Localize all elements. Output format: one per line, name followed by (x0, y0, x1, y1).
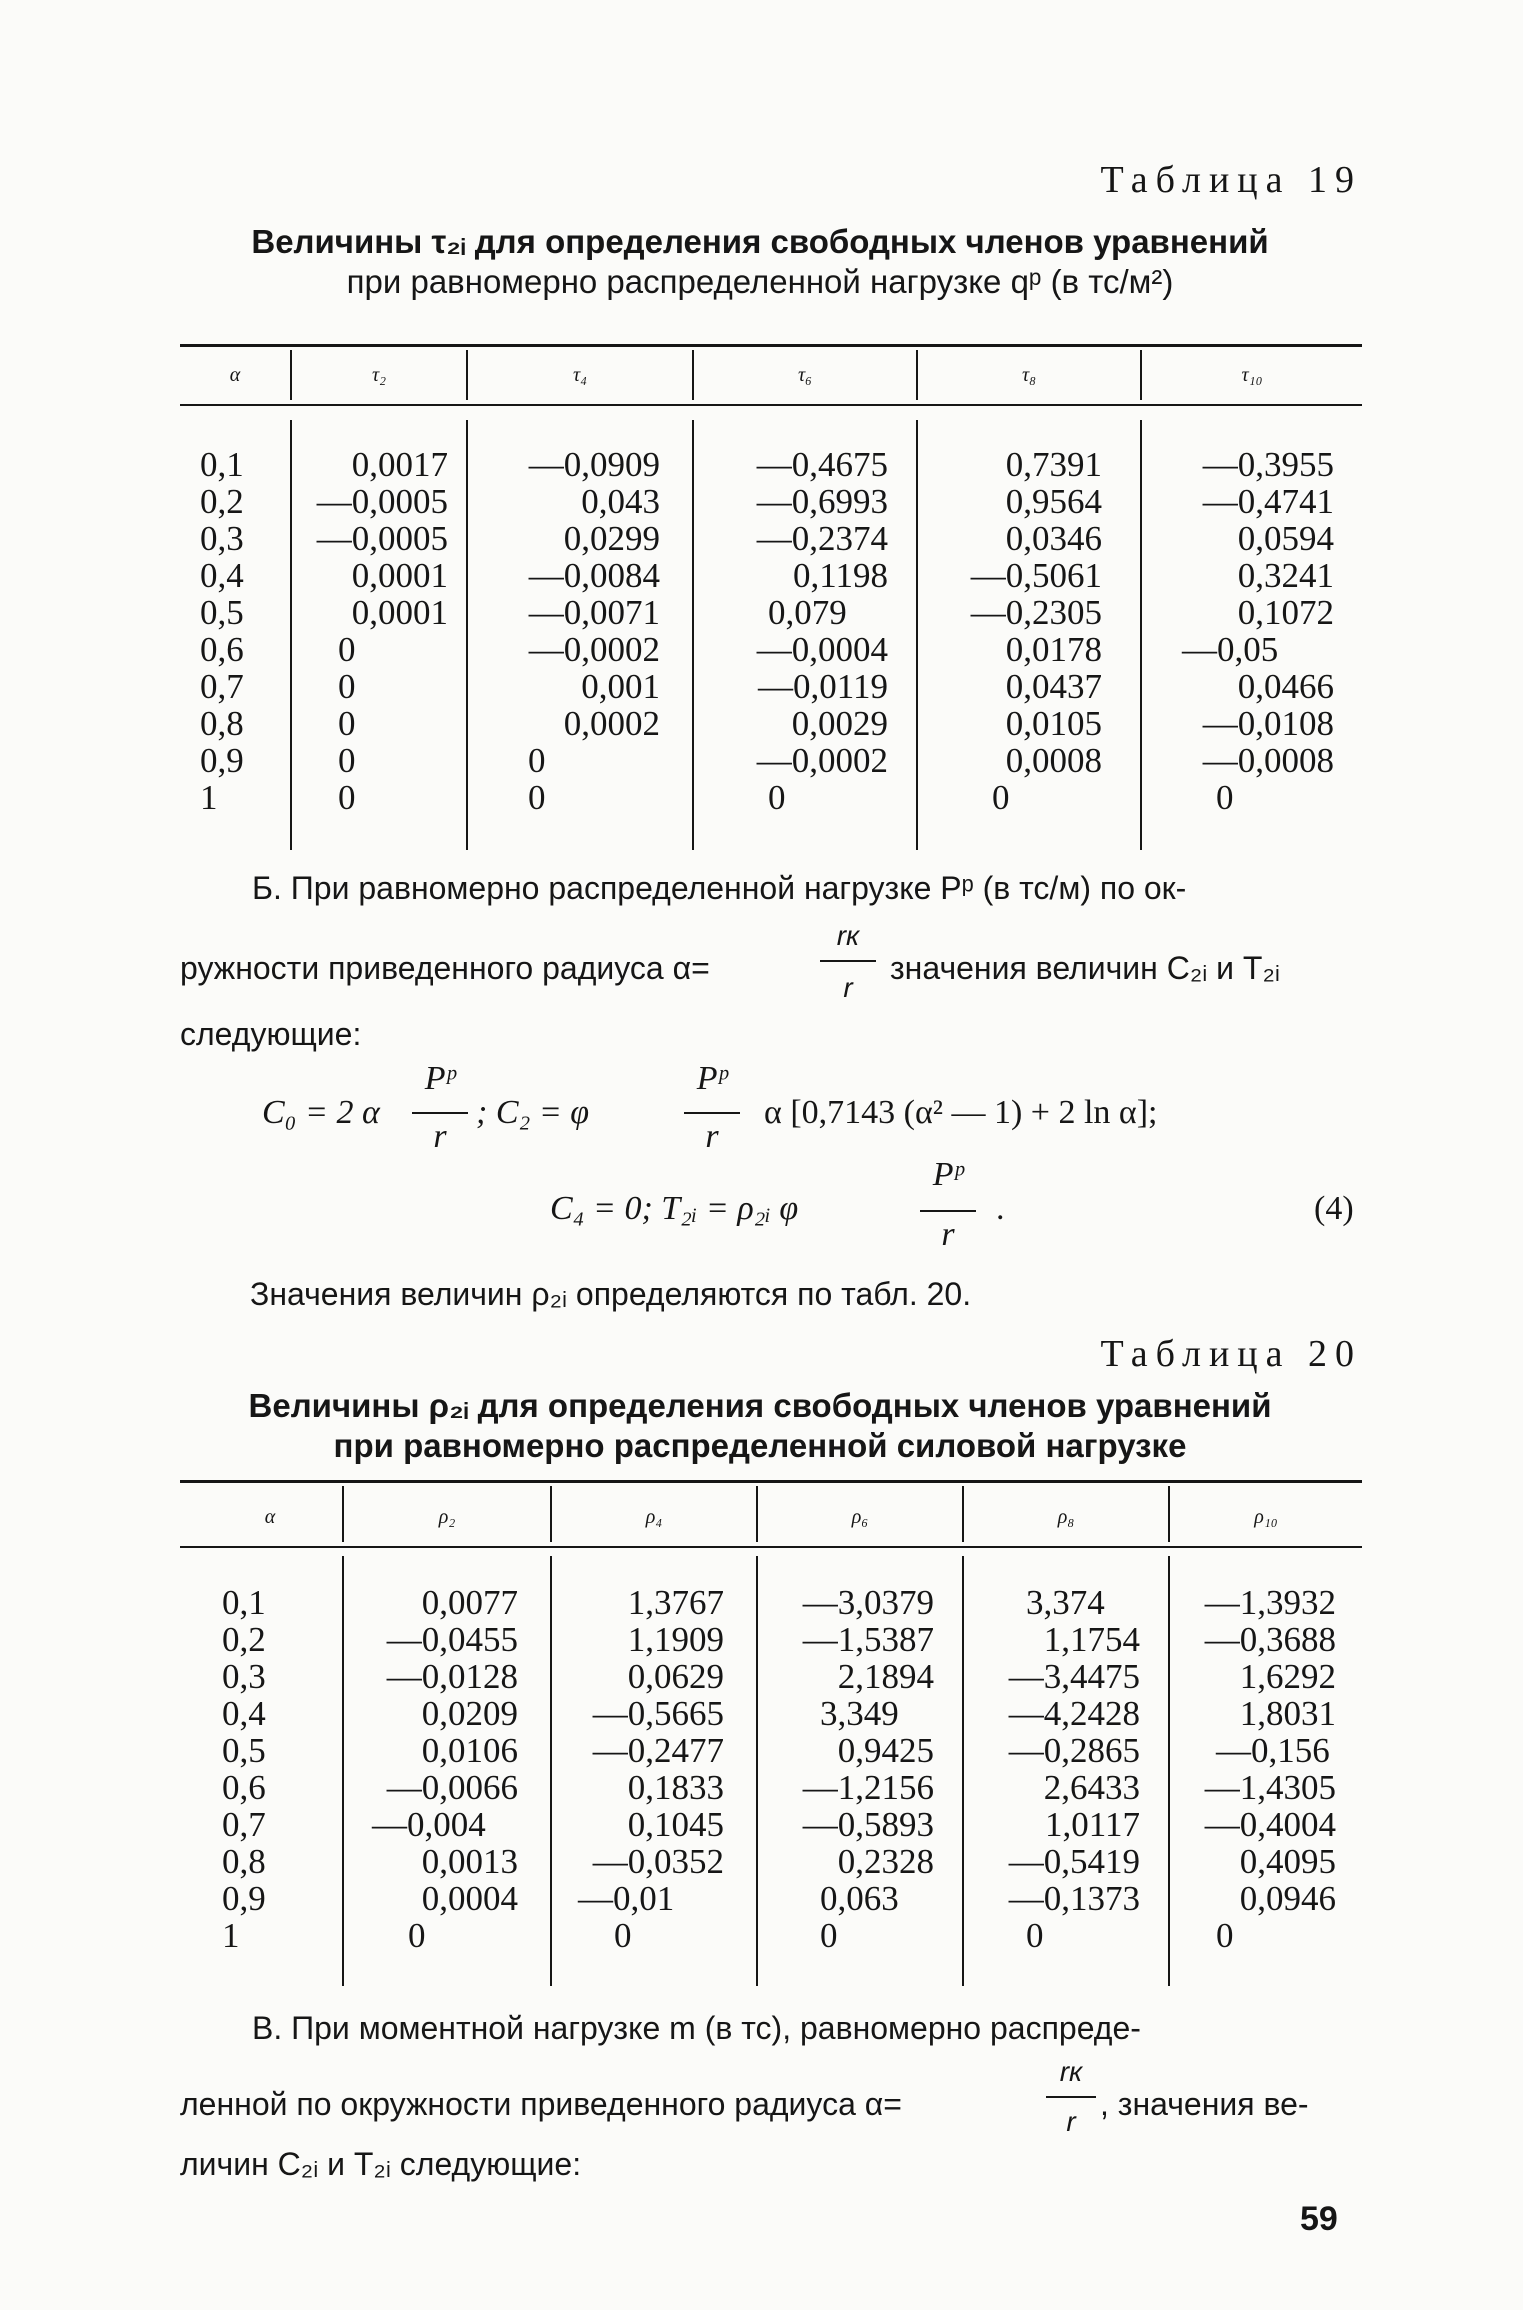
table-cell: 0,0017 (351, 445, 448, 484)
table-cell: —0,0909 (528, 445, 660, 484)
table-cell: 0 (528, 741, 546, 780)
table-20-col-rho10 (1180, 1584, 1336, 1954)
formula-t2i-den: r (941, 1216, 955, 1253)
table-20-col-rho2 (360, 1584, 518, 1954)
table-19-header-alpha: α (229, 364, 241, 386)
table-cell: 0,8 (200, 704, 244, 743)
table-20-caption-line1: Величины ρ₂ᵢ для определения свободных членов уравнений (248, 1387, 1272, 1424)
table-20-col-rho6 (772, 1584, 934, 1954)
table-cell: 0,063 (820, 1879, 899, 1918)
table-19-divider (290, 420, 292, 850)
table-20-col-rho4 (564, 1584, 724, 1954)
table-cell: —0,0005 (316, 519, 448, 558)
table-20-header-rho10: ρ₁₀ (1254, 1506, 1278, 1528)
table-cell: —0,156 (1216, 1731, 1330, 1770)
table-cell: 0,5 (200, 593, 244, 632)
formula-c4-t2i: C₄ = 0; T₂ᵢ = ρ₂ᵢ φ (550, 1190, 799, 1227)
table-cell: 3,374 (1026, 1583, 1105, 1622)
formula-c0-num: Pᵖ (424, 1060, 456, 1097)
table-19-header-tau8: τ₈ (1021, 364, 1037, 386)
table-cell: —0,0352 (592, 1842, 724, 1881)
formula-c2-den: r (705, 1118, 719, 1155)
table-cell: 0,1833 (627, 1768, 724, 1807)
table-cell: —0,0128 (386, 1657, 518, 1696)
table-cell: 0,0001 (351, 593, 448, 632)
table-cell: —0,2477 (592, 1731, 724, 1770)
table-cell: —0,5665 (592, 1694, 724, 1733)
table-cell: 0,079 (768, 593, 847, 632)
table-20-divider (550, 1556, 552, 1986)
table-19-caption-line1: Величины τ₂ᵢ для определения свободных членов уравнений (251, 223, 1269, 260)
table-cell: 0,0209 (421, 1694, 518, 1733)
table-cell: 0 (820, 1916, 838, 1955)
formula-c0: C₀ = 2 α (262, 1094, 380, 1131)
table-cell: —0,5419 (1008, 1842, 1140, 1881)
section-v-line2-right: , значения ве- (1100, 2086, 1309, 2122)
table-cell: —1,3932 (1204, 1583, 1336, 1622)
table-19-col-tau8 (930, 446, 1102, 816)
table-cell: 0,0008 (1005, 741, 1102, 780)
table-cell: 0,2 (200, 482, 244, 521)
table-cell: 0,7391 (1005, 445, 1102, 484)
table-cell: 0,1198 (793, 556, 888, 595)
table-cell: 0,0106 (421, 1731, 518, 1770)
table-cell: 0,3241 (1237, 556, 1334, 595)
table-20-col-rho8 (980, 1584, 1140, 1954)
formula-c2-tail: α [0,7143 (α² — 1) + 2 ln α]; (764, 1094, 1158, 1131)
table-cell: —0,2865 (1008, 1731, 1140, 1770)
table-cell: —0,2374 (756, 519, 888, 558)
table-19-top-rule (180, 344, 1362, 347)
table-cell: 1,1909 (627, 1620, 724, 1659)
table-cell: 3,349 (820, 1694, 899, 1733)
table-20-divider (342, 1556, 344, 1986)
table-cell: 1 (222, 1916, 240, 1955)
table-cell: 0,0594 (1237, 519, 1334, 558)
table-cell: —0,0002 (528, 630, 660, 669)
table-cell: 0,7 (222, 1805, 266, 1844)
table-cell: 0,4 (222, 1694, 266, 1733)
table-cell: —0,0066 (386, 1768, 518, 1807)
table-cell: 2,1894 (837, 1657, 934, 1696)
table-cell: —0,0005 (316, 482, 448, 521)
section-b-line2-left: ружности приведенного радиуса α= (180, 950, 710, 986)
table-20-divider (1168, 1556, 1170, 1986)
table-cell: 0 (338, 778, 356, 817)
table-cell: 0,6 (222, 1768, 266, 1807)
table-19-col-alpha (200, 446, 244, 816)
section-b-note: Значения величин ρ₂ᵢ определяются по табл. 20. (250, 1276, 972, 1312)
formula-number: (4) (1314, 1190, 1354, 1227)
table-cell: —0,3955 (1202, 445, 1334, 484)
table-cell: 1,8031 (1239, 1694, 1336, 1733)
table-cell: —0,2305 (970, 593, 1102, 632)
table-cell: 0,0466 (1237, 667, 1334, 706)
table-cell: 0,0299 (563, 519, 660, 558)
table-cell: 0,3 (200, 519, 244, 558)
table-cell: —0,0108 (1202, 704, 1334, 743)
table-cell: 0,1045 (627, 1805, 724, 1844)
table-cell: 0,5 (222, 1731, 266, 1770)
table-cell: —4,2428 (1008, 1694, 1140, 1733)
table-cell: 1,0117 (1045, 1805, 1140, 1844)
table-cell: 0,4095 (1239, 1842, 1336, 1881)
table-19-divider (1140, 420, 1142, 850)
table-cell: 0 (992, 778, 1010, 817)
table-20-caption-line2: при равномерно распределенной силовой нагрузке (333, 1427, 1187, 1464)
section-b-line2-right: значения величин C₂ᵢ и T₂ᵢ (890, 950, 1280, 986)
table-cell: 0,0001 (351, 556, 448, 595)
table-20-divider (756, 1556, 758, 1986)
table-20-header-rho8: ρ₈ (1057, 1506, 1075, 1528)
table-19-head-rule (180, 404, 1362, 406)
table-cell: 0,9564 (1005, 482, 1102, 521)
table-cell: —0,004 (372, 1805, 486, 1844)
formula-t2i-dot: . (996, 1190, 1005, 1227)
table-cell: —0,5893 (802, 1805, 934, 1844)
table-19-label: Таблица 19 (1100, 159, 1362, 201)
table-cell: —1,4305 (1204, 1768, 1336, 1807)
section-b-frac-den: r (843, 972, 853, 1003)
table-19-col-tau6 (704, 446, 888, 816)
table-cell: —0,01 (578, 1879, 675, 1918)
table-cell: 1,1754 (1043, 1620, 1140, 1659)
table-cell: —1,5387 (802, 1620, 934, 1659)
table-cell: 0,0077 (421, 1583, 518, 1622)
table-cell: 0 (768, 778, 786, 817)
table-19-divider (466, 420, 468, 850)
table-cell: 0,0178 (1005, 630, 1102, 669)
table-cell: —0,0084 (528, 556, 660, 595)
table-cell: 0,7 (200, 667, 244, 706)
table-19-header-tau4: τ₄ (572, 364, 588, 386)
table-cell: 0,4 (200, 556, 244, 595)
table-20-label: Таблица 20 (1100, 1333, 1362, 1375)
table-cell: 0 (338, 667, 356, 706)
table-cell: 0,9425 (837, 1731, 934, 1770)
table-cell: 0 (338, 741, 356, 780)
table-19-col-tau4 (480, 446, 660, 816)
table-cell: 0,3 (222, 1657, 266, 1696)
page-number: 59 (1300, 2200, 1338, 2238)
table-cell: 0,043 (581, 482, 660, 521)
table-cell: 0 (614, 1916, 632, 1955)
table-19-header-tau2: τ₂ (371, 364, 387, 386)
table-19-col-tau10 (1156, 446, 1334, 816)
table-19-col-tau2 (300, 446, 448, 816)
table-cell: 1,6292 (1239, 1657, 1336, 1696)
table-cell: 0,9 (200, 741, 244, 780)
table-cell: —3,4475 (1008, 1657, 1140, 1696)
table-cell: —0,05 (1182, 630, 1279, 669)
table-cell: —0,4675 (756, 445, 888, 484)
table-19-caption-line2: при равномерно распределенной нагрузке qᵖ (в тс/м²) (346, 263, 1174, 300)
table-cell: 0,0105 (1005, 704, 1102, 743)
table-cell: 0,1 (200, 445, 244, 484)
table-cell: 0,0629 (627, 1657, 724, 1696)
table-cell: 0,0004 (421, 1879, 518, 1918)
table-cell: 0,0029 (791, 704, 888, 743)
formula-t2i-num: Pᵖ (932, 1156, 964, 1193)
table-20-header-rho4: ρ₄ (645, 1506, 663, 1528)
table-cell: 0 (1216, 778, 1234, 817)
table-20-divider (962, 1556, 964, 1986)
table-cell: —0,0004 (756, 630, 888, 669)
section-b-line1: Б. При равномерно распределенной нагрузке Pᵖ (в тс/м) по ок- (252, 870, 1187, 906)
formula-c2: ; C₂ = φ (476, 1094, 590, 1131)
table-cell: 0,8 (222, 1842, 266, 1881)
table-cell: —0,1373 (1008, 1879, 1140, 1918)
table-cell: 0,1 (222, 1583, 266, 1622)
table-cell: 0 (338, 704, 356, 743)
table-19-divider (692, 420, 694, 850)
table-cell: 0,1072 (1237, 593, 1334, 632)
table-cell: —0,0008 (1202, 741, 1334, 780)
table-cell: 0 (408, 1916, 426, 1955)
table-cell: —3,0379 (802, 1583, 934, 1622)
table-20-header-alpha: α (264, 1506, 276, 1528)
table-cell: 1,3767 (627, 1583, 724, 1622)
table-20-col-alpha (222, 1584, 266, 1954)
table-20-header-rho2: ρ₂ (438, 1506, 456, 1528)
table-cell: 0,0002 (563, 704, 660, 743)
table-cell: 0,6 (200, 630, 244, 669)
formula-c0-frac-line (412, 1112, 468, 1114)
table-cell: 0 (1216, 1916, 1234, 1955)
table-19-divider (916, 420, 918, 850)
section-v-frac-num: rк (1059, 2056, 1083, 2087)
table-19-header-tau10: τ₁₀ (1241, 364, 1263, 386)
section-v-frac-den: r (1066, 2106, 1076, 2137)
section-b-frac-line (820, 960, 876, 962)
formula-t2i-frac-line (920, 1210, 976, 1212)
table-cell: —0,0119 (758, 667, 888, 706)
formula-c0-den: r (433, 1118, 447, 1155)
table-cell: 0,2 (222, 1620, 266, 1659)
table-cell: 0,001 (581, 667, 660, 706)
table-cell: —0,4004 (1204, 1805, 1336, 1844)
table-cell: 2,6433 (1043, 1768, 1140, 1807)
table-cell: —0,3688 (1204, 1620, 1336, 1659)
section-v-line3: личин C₂ᵢ и T₂ᵢ следующие: (180, 2146, 582, 2182)
table-cell: 0,0437 (1005, 667, 1102, 706)
formula-c2-frac-line (684, 1112, 740, 1114)
table-20-top-rule (180, 1480, 1362, 1483)
table-cell: —0,0455 (386, 1620, 518, 1659)
table-20-head-rule (180, 1546, 1362, 1548)
table-19-header-tau6: τ₆ (797, 364, 813, 386)
section-v-frac-line (1046, 2096, 1096, 2098)
section-b-frac-num: rк (836, 920, 860, 951)
formula-c2-num: Pᵖ (696, 1060, 728, 1097)
table-20-header-rho6: ρ₆ (851, 1506, 869, 1528)
table-cell: 1 (200, 778, 218, 817)
table-cell: 0,0946 (1239, 1879, 1336, 1918)
table-cell: —1,2156 (802, 1768, 934, 1807)
table-cell: —0,0002 (756, 741, 888, 780)
section-b-line3: следующие: (180, 1016, 362, 1052)
table-cell: —0,0071 (528, 593, 660, 632)
table-cell: —0,4741 (1202, 482, 1334, 521)
table-cell: 0,9 (222, 1879, 266, 1918)
table-cell: 0,0346 (1005, 519, 1102, 558)
table-cell: 0 (338, 630, 356, 669)
table-cell: 0,0013 (421, 1842, 518, 1881)
table-cell: 0 (528, 778, 546, 817)
section-v-line2-left: ленной по окружности приведенного радиуса α= (180, 2086, 902, 2122)
table-cell: —0,6993 (756, 482, 888, 521)
section-v-line1: В. При моментной нагрузке m (в тс), равномерно распреде- (252, 2010, 1141, 2046)
table-cell: 0,2328 (837, 1842, 934, 1881)
table-cell: —0,5061 (970, 556, 1102, 595)
table-cell: 0 (1026, 1916, 1044, 1955)
